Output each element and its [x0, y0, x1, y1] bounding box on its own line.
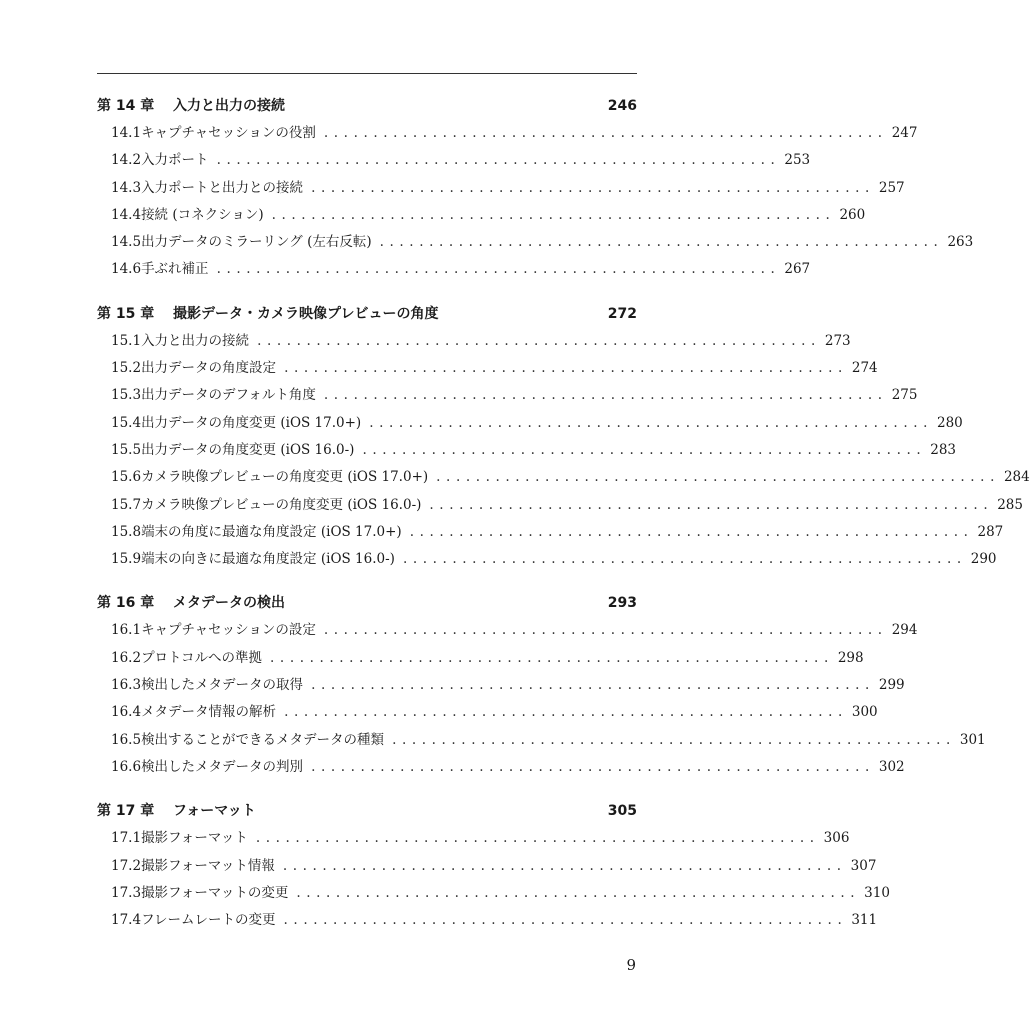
toc-entry[interactable] — [97, 492, 1023, 519]
toc-entry[interactable] — [97, 229, 974, 256]
section-title: 端末の角度に最適な角度設定 (iOS 17.0+) — [141, 523, 402, 540]
toc-entry[interactable] — [97, 880, 890, 907]
section-page: 263 — [947, 234, 974, 251]
section-number: 16.1 — [111, 622, 142, 639]
section-page: 287 — [977, 523, 1004, 540]
section-title: 接続 (コネクション) — [141, 206, 264, 223]
section-title: 手ぶれ補正 — [141, 261, 209, 278]
section-number: 14.4 — [111, 206, 142, 223]
toc-entry[interactable] — [97, 437, 957, 464]
dot-leader: ......................................................... — [296, 884, 861, 901]
dot-leader: ......................................................... — [284, 360, 848, 377]
section-page: 283 — [930, 441, 957, 458]
dot-leader: ......................................................... — [369, 414, 933, 431]
section-number: 14.6 — [111, 261, 142, 278]
chapter-label: 第 14 章 — [97, 98, 155, 114]
toc-entry[interactable] — [97, 410, 963, 437]
section-number: 14.2 — [111, 152, 142, 169]
chapter-label: 第 15 章 — [97, 305, 155, 322]
chapter-page: 246 — [607, 98, 637, 114]
section-page: 306 — [823, 830, 850, 847]
dot-leader: ......................................................... — [311, 677, 875, 694]
dot-leader: ......................................................... — [255, 830, 820, 847]
toc-entry[interactable] — [97, 382, 918, 409]
section-title: 撮影フォーマット — [141, 830, 248, 847]
section-number: 15.6 — [111, 469, 142, 486]
dot-leader: ......................................................... — [402, 551, 967, 568]
toc-entry[interactable] — [97, 202, 866, 229]
dot-leader: ......................................................... — [311, 179, 875, 196]
section-title: 検出したメタデータの判別 — [141, 758, 304, 775]
section-number: 15.2 — [111, 360, 142, 377]
toc-entry[interactable] — [97, 645, 864, 672]
dot-leader: ......................................................... — [436, 469, 1000, 486]
dot-leader: ......................................................... — [282, 857, 847, 874]
section-number: 15.8 — [111, 523, 142, 540]
section-page: 307 — [850, 857, 877, 874]
section-number: 15.7 — [111, 496, 142, 513]
section-title: 撮影フォーマットの変更 — [141, 884, 289, 901]
section-title: 出力データの角度変更 (iOS 17.0+) — [141, 414, 362, 431]
toc-entry[interactable] — [97, 355, 878, 382]
section-page: 247 — [891, 125, 918, 141]
dot-leader: ......................................................... — [409, 523, 974, 540]
chapter-title: 撮影データ・カメラ映像プレビューの角度 — [173, 305, 439, 322]
section-title: フレームレートの変更 — [141, 912, 276, 929]
dot-leader: ......................................................... — [379, 234, 944, 251]
section-page: 311 — [851, 912, 878, 929]
toc-entry[interactable] — [97, 546, 997, 573]
toc-entry[interactable] — [97, 120, 918, 147]
toc-entry[interactable] — [97, 754, 905, 781]
dot-leader: ......................................................... — [216, 261, 781, 278]
chapter — [97, 590, 986, 781]
dot-leader: ......................................................... — [429, 496, 994, 513]
dot-leader: ......................................................... — [271, 206, 836, 223]
section-number: 17.4 — [111, 912, 142, 929]
toc-entry[interactable] — [97, 907, 878, 934]
chapter-title: メタデータの検出 — [173, 595, 285, 612]
section-title: 入力ポートと出力との接続 — [141, 179, 304, 196]
chapter — [97, 301, 1030, 574]
section-title: 入力ポート — [141, 152, 209, 169]
section-title: カメラ映像プレビューの角度変更 (iOS 17.0+) — [141, 469, 429, 486]
section-page: 284 — [1003, 469, 1030, 486]
section-number: 17.2 — [111, 857, 142, 874]
section-page: 274 — [851, 360, 878, 377]
section-title: カメラ映像プレビューの角度変更 (iOS 16.0-) — [141, 496, 422, 513]
section-page: 257 — [878, 179, 905, 196]
chapter-heading[interactable] — [97, 798, 637, 825]
section-title: キャプチャセッションの設定 — [141, 622, 316, 639]
section-page: 260 — [839, 206, 866, 223]
section-title: キャプチャセッションの役割 — [141, 125, 316, 141]
header-rule — [97, 73, 637, 74]
dot-leader: ......................................................... — [311, 758, 875, 775]
chapter-heading[interactable] — [97, 93, 637, 120]
section-number: 17.1 — [111, 830, 142, 847]
toc-entry[interactable] — [97, 175, 905, 202]
section-title: 撮影フォーマット情報 — [141, 857, 275, 874]
toc-entry[interactable] — [97, 519, 1004, 546]
section-title: 出力データのミラーリング (左右反転) — [141, 234, 372, 251]
section-page: 267 — [784, 261, 811, 278]
section-title: 検出することができるメタデータの種類 — [141, 731, 385, 748]
section-page: 310 — [864, 884, 890, 901]
section-page: 302 — [878, 758, 905, 775]
section-page: 280 — [937, 414, 963, 431]
toc-entry[interactable] — [97, 825, 850, 852]
dot-leader: ......................................................... — [270, 649, 834, 666]
dot-leader: ......................................................... — [323, 622, 888, 639]
section-number: 16.3 — [111, 677, 142, 694]
chapter-heading[interactable] — [97, 301, 637, 328]
section-number: 15.5 — [111, 441, 142, 458]
section-number: 15.1 — [111, 332, 142, 349]
section-title: 出力データの角度変更 (iOS 16.0-) — [141, 441, 355, 458]
table-of-contents — [97, 93, 1030, 951]
section-title: 入力と出力の接続 — [141, 332, 250, 349]
section-page: 285 — [997, 496, 1023, 513]
toc-entry[interactable] — [97, 147, 811, 174]
section-number: 14.5 — [111, 234, 142, 251]
dot-leader: ......................................................... — [283, 912, 848, 929]
section-number: 15.4 — [111, 414, 142, 431]
toc-entry[interactable] — [97, 672, 905, 699]
section-page: 301 — [959, 731, 986, 748]
section-number: 14.1 — [111, 125, 142, 141]
section-title: プロトコルへの準拠 — [141, 649, 263, 666]
section-title: 検出したメタデータの取得 — [141, 677, 304, 694]
dot-leader: ......................................................... — [284, 704, 848, 721]
toc-entry[interactable] — [97, 328, 851, 355]
chapter — [97, 93, 974, 284]
dot-leader: ......................................................... — [323, 125, 888, 141]
dot-leader: ......................................................... — [392, 731, 956, 748]
section-page: 294 — [891, 622, 918, 639]
section-page: 300 — [851, 704, 878, 721]
chapter-page: 305 — [607, 803, 637, 820]
toc-entry[interactable] — [97, 256, 811, 283]
chapter-label: 第 17 章 — [97, 803, 155, 820]
page-number: 9 — [626, 956, 636, 974]
section-number: 16.4 — [111, 704, 142, 721]
section-number: 16.6 — [111, 758, 142, 775]
section-number: 15.9 — [111, 551, 142, 568]
chapter-title: フォーマット — [173, 803, 256, 820]
section-title: 端末の向きに最適な角度設定 (iOS 16.0-) — [141, 551, 395, 568]
chapter-title: 入力と出力の接続 — [173, 98, 285, 114]
chapter-page: 293 — [607, 595, 637, 612]
dot-leader: ......................................................... — [362, 441, 927, 458]
section-page: 299 — [878, 677, 905, 694]
section-title: メタデータ情報の解析 — [141, 704, 277, 721]
chapter-page: 272 — [607, 305, 637, 322]
section-page: 275 — [891, 387, 918, 404]
toc-entry[interactable] — [97, 853, 877, 880]
chapter-heading[interactable] — [97, 590, 637, 617]
section-title: 出力データの角度設定 — [141, 360, 277, 377]
dot-leader: ......................................................... — [257, 332, 821, 349]
section-number: 15.3 — [111, 387, 142, 404]
chapter-label: 第 16 章 — [97, 595, 155, 612]
section-title: 出力データのデフォルト角度 — [141, 387, 316, 404]
dot-leader: ......................................................... — [323, 387, 888, 404]
chapter — [97, 798, 890, 934]
section-page: 273 — [824, 332, 851, 349]
section-number: 16.5 — [111, 731, 142, 748]
section-number: 14.3 — [111, 179, 142, 196]
section-page: 290 — [970, 551, 997, 568]
section-number: 16.2 — [111, 649, 142, 666]
toc-entry[interactable] — [97, 464, 1030, 491]
toc-entry[interactable] — [97, 617, 918, 644]
dot-leader: ......................................................... — [216, 152, 781, 169]
section-number: 17.3 — [111, 884, 142, 901]
section-page: 253 — [784, 152, 811, 169]
toc-entry[interactable] — [97, 699, 878, 726]
section-page: 298 — [837, 649, 864, 666]
toc-entry[interactable] — [97, 727, 986, 754]
